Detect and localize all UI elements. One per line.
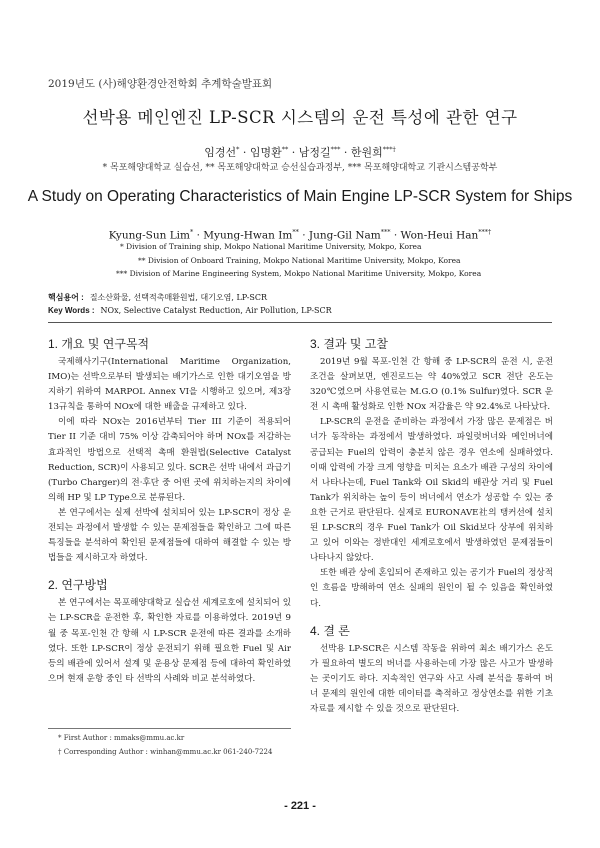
author-name: Jung-Gil Nam: [308, 229, 381, 242]
author-mark: ***†: [382, 145, 396, 154]
author-name: Kyung-Sun Lim: [108, 229, 190, 242]
author-mark: ***†: [478, 228, 492, 236]
affiliation-english: ** Division of Onboard Training, Mokpo National Maritime University, Mokpo, Korea: [138, 256, 461, 265]
author-mark: ***: [330, 145, 341, 154]
body-paragraph: 국제해사기구(International Maritime Organization, IMO)는 선박으로부터 발생되는 배기가스로 인한 대기오염을 방지하기 위하여 MARPOL Annex VI을 시행하고 있으며, 제3장 13규칙을 통하여 NOx에 대한 배출을 규제하고 있다.: [48, 357, 291, 413]
affiliation-english: *** Division of Marine Engineering System, Mokpo National Maritime University, Mokpo, Korea: [116, 269, 482, 278]
section-heading: 4. 결 론: [310, 623, 350, 638]
author-name: 한원희: [350, 146, 383, 159]
author-name: Myung-Hwan Im: [203, 229, 293, 242]
author-separator: ·: [302, 229, 306, 242]
body-paragraph: 본 연구에서는 실제 선박에 설치되어 있는 LP-SCR이 정상 운전되는 과정에서 발생할 수 있는 문제점들을 확인하고 그에 따른 특징들을 분석하여 확인된 문제점들에 대하여 해결할 수 있는 방법들을 제시하고자 하였다.: [48, 507, 291, 564]
affiliations-korean: * 목포해양대학교 실습선, ** 목포해양대학교 승선실습과정부, *** 목포해양대학교 기관시스템공학부: [102, 163, 498, 173]
keywords-label: Key Words :: [48, 306, 95, 315]
body-paragraph: 본 연구에서는 목포해양대학교 실습선 세계로호에 설치되어 있는 LP-SCR을 운전한 후, 확인한 자료를 이용하였다. 2019년 9월 중 목포-인천 간 항해 시 LP-SCR 운전에 따른 결과를 소개하였다. 또한 LP-SCR이 정상 운전되기 위해 필요한 Fuel 및 Air 등의 배관에 있어서 설계 및 운용상 문제점 등에 대하여 확인하였으며 현재 운항 중인 타 선박의 사례와 비교 분석하였다.: [48, 598, 291, 684]
keywords-label: 핵심용어 :: [48, 293, 84, 302]
body-paragraph: 선박용 LP-SCR은 시스템 작동을 위하여 최소 배기가스 온도가 필요하여 별도의 버너를 사용하는데 가장 많은 사고가 발생하는 곳이기도 하다. 지속적인 연구와 사고 사례 분석을 통하여 버너 문제의 원인에 대한 데이터를 축적하고 정상연소를 위한 기초 자료를 제시할 수 있을 것으로 판단된다.: [310, 643, 553, 714]
author-separator: ·: [393, 229, 398, 242]
body-paragraph: 이에 따라 NOx는 2016년부터 Tier III 기준이 적용되어 Tier II 기준 대비 75% 이상 감축되어야 하며 NOx를 저감하는 효과적인 방법으로 선택적 촉매 환원법(Selective Catalyst Reduction, SCR)이 사용되고 있다. SCR은 선박 내에서 과급기(Turbo Charger)의 전·후단 중 어떤 곳에 위치하는지의 차이에 의해 HP 및 LP Type으로 분류된다.: [48, 417, 291, 503]
author-name: 남정길: [298, 146, 331, 159]
author-mark: *: [189, 228, 194, 236]
author-name: 임명환: [249, 146, 282, 159]
author-separator: ·: [242, 146, 247, 159]
keywords-text: NOx, Selective Catalyst Reduction, Air Pollution, LP-SCR: [100, 306, 332, 315]
section-heading: 3. 결과 및 고찰: [310, 337, 388, 351]
affiliation-english: * Division of Training ship, Mokpo National Maritime University, Mokpo, Korea: [120, 242, 422, 251]
header-divider: [48, 322, 552, 323]
title-english: A Study on Operating Characteristics of Main Engine LP-SCR System for Ships: [27, 188, 573, 205]
author-mark: *: [236, 145, 240, 154]
conference-name: 2019년도 (사)해양환경안전학회 추계학술발표회: [48, 78, 273, 90]
author-separator: ·: [196, 229, 200, 242]
author-mark: **: [292, 228, 299, 236]
author-separator: ·: [343, 146, 348, 159]
section-heading: 2. 연구방법: [48, 578, 108, 593]
footnote-first-author: * First Author : mmaks@mmu.ac.kr: [58, 734, 185, 742]
title-korean: 선박용 메인엔진 LP-SCR 시스템의 운전 특성에 관한 연구: [82, 108, 518, 127]
footnote-divider: [48, 728, 291, 729]
authors-korean: [0, 144, 600, 160]
keywords-english: [48, 306, 332, 315]
footnote-corresponding-author: † Corresponding Author : winhan@mmu.ac.kr 061-240-7224: [58, 748, 273, 756]
author-mark: ***: [380, 228, 391, 236]
author-name: Won-Heui Han: [400, 229, 479, 242]
keywords-text: 질소산화물, 선택적촉매환원법, 대기오염, LP-SCR: [89, 293, 268, 302]
author-mark: **: [281, 145, 289, 154]
section-heading: 1. 개요 및 연구목적: [48, 337, 150, 351]
body-paragraph: 2019년 9월 목포-인천 간 항해 중 LP-SCR의 운전 시, 운전 조건을 살펴보면, 엔진로드는 약 40%였고 SCR 전단 온도는 320℃였으며 사용연료는 M.G.O (0.1% Sulfur)였다. SCR 운전 시 촉매 활성화로 인한 NOx 저감율은 약 92.4%로 나타났다.: [310, 357, 553, 413]
left-column: [48, 335, 291, 687]
keywords-korean: [48, 292, 267, 303]
page-number: - 221 -: [284, 800, 316, 812]
author-name: 임경선: [204, 146, 237, 159]
body-paragraph: 또한 배관 상에 혼입되어 존재하고 있는 공기가 Fuel의 정상적인 흐름을 방해하여 연소 실패의 원인이 될 수 있음을 확인하였다.: [310, 568, 553, 609]
right-column: [310, 335, 553, 717]
author-separator: ·: [291, 146, 296, 159]
body-paragraph: LP-SCR의 운전을 준비하는 과정에서 가장 많은 문제점은 버너가 동작하는 과정에서 발생하였다. 파일럿버너와 메인버너에 공급되는 Fuel의 압력이 충분치 않은 경우 연소에 실패하였다. 이때 압력에 가장 크게 영향을 미치는 요소가 배관 구성의 차이에서 나타나는데, Fuel Tank와 Oil Skid의 배관상 거리 및 Fuel Tank가 위치하는 높이 등이 버너에서 연소가 성공할 수 있는 중요한 근거로 판단된다. 실제로 EURONAVE社의 탱커선에 설치된 LP-SCR의 경우 Fuel Tank가 Oil Skid보다 상부에 위치하고 있어 이와는 정반대인 세계로호에서 발생하였던 문제점들이 나타나지 않았다.: [310, 417, 553, 564]
